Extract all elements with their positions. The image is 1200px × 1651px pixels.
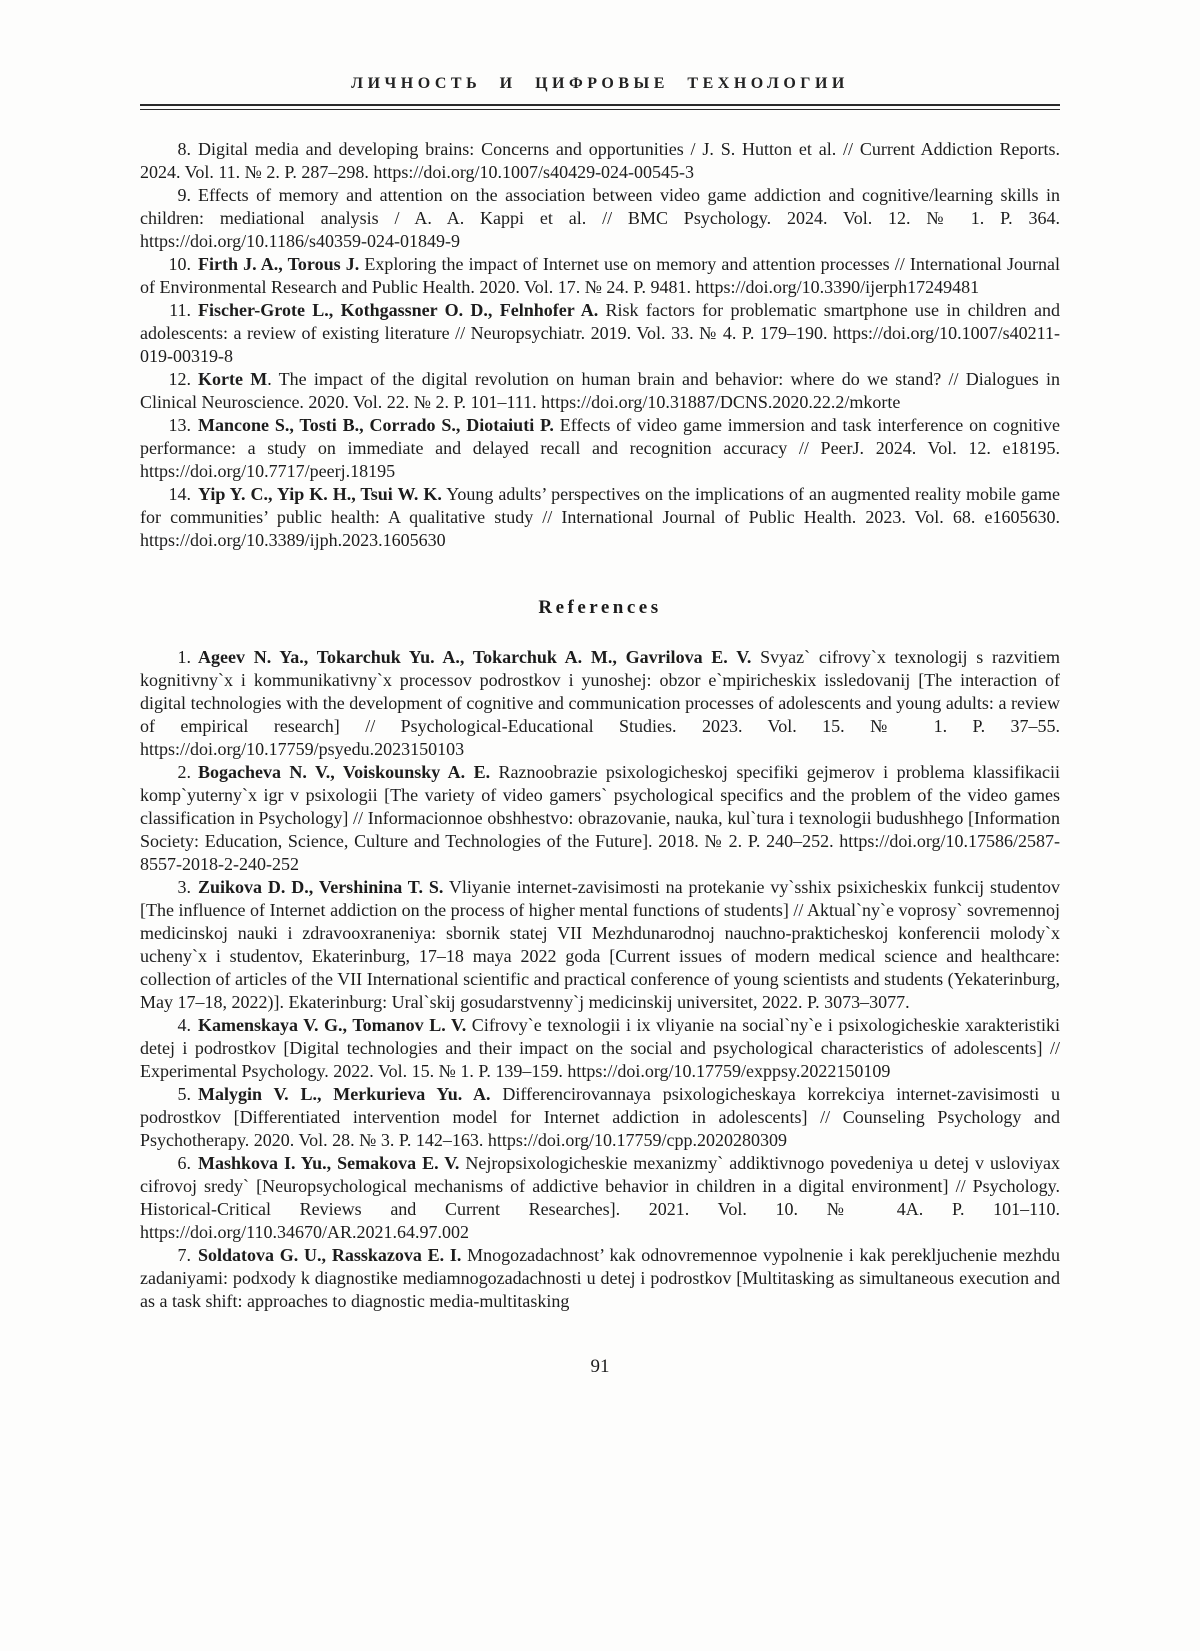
reference-text: Young adults’ perspectives on the implications of an augmented reality mobile game for communities’ public health: A qualitative study // International Journal of Public Health. 2023. Vol. 68. e1605630. https://doi.org/10.3389/ijph.2023.1605630 (140, 484, 1061, 550)
reference-text: Cifrovy`e texnologii i ix vliyanie na social`ny`e i psixologicheskie xarakteristiki detej i podrostkov [Digital technologies and their impact on the social and psychological characteristics of adolescents] // Experimental Psychology. 2022. Vol. 15. № 1. P. 139–159. https://doi.org/10.17759/exppsy.2022150109 (140, 1015, 1060, 1081)
reference-text: Effects of memory and attention on the association between video game addiction and cognitive/learning skills in children: mediational analysis / A. A. Kappi et al. // BMC Psychology. 2024. Vol. 12. № 1. P. 364. https://doi.org/10.1186/s40359-024-01849-9 (140, 185, 1060, 251)
reference-item (140, 646, 1060, 761)
reference-text: Effects of video game immersion and task interference on cognitive performance: a study on immediate and delayed recall and recognition accuracy // PeerJ. 2024. Vol. 12. e18195. https://doi.org/10.7717/peerj.18195 (140, 415, 1060, 481)
reference-item (140, 1152, 1060, 1244)
reference-number: 12. (168, 369, 191, 389)
reference-authors: Korte M (198, 369, 268, 389)
reference-number: 7. (177, 1245, 191, 1265)
references-section-heading: References (538, 597, 662, 618)
reference-item (140, 299, 1060, 368)
reference-number: 6. (177, 1153, 191, 1173)
references-section (140, 646, 1060, 1313)
reference-text: Mnogozadachnost’ kak odnovremennoe vypolnenie i kak perekljuchenie mezhdu zadaniyami: podxody k diagnostike mediamnogozadachnosti u detej i podrostkov [Multitasking as simultaneous execution and as a task shift: approaches to diagnostic media-multitasking (140, 1245, 1060, 1311)
reference-item (140, 1083, 1060, 1152)
reference-text: Raznoobrazie psixologicheskoj specifiki gejmerov i problema klassifikacii komp`yuterny`x igr v psixologii [The variety of video gamers` psychological specifics and the problem of the video games classification in Psychology] // Informacionnoe obshhestvo: obrazovanie, nauka, kul`tura i texnologii budushhego [Information Society: Education, Science, Culture and Technologies of the Future]. 2018. № 2. P. 240–252. https://doi.org/10.17586/2587-8557-2018-2-240-252 (140, 762, 1060, 874)
page-number: 91 (590, 1356, 610, 1377)
reference-number: 8. (177, 139, 191, 159)
reference-authors: Soldatova G. U., Rasskazova E. I. (198, 1245, 462, 1265)
reference-text: . The impact of the digital revolution on human brain and behavior: where do we stand? // Dialogues in Clinical Neuroscience. 2020. Vol. 22. № 2. P. 101–111. https://doi.org/10.31887/DCNS.2020.22.2/mkorte (140, 369, 1060, 412)
reference-number: 1. (177, 647, 191, 667)
header-double-rule (140, 104, 1060, 110)
reference-text: Svyaz` cifrovy`x texnologij s razvitiem kognitivny`x i kommunikativny`x processov podrostkov i yunoshej: obzor e`mpiricheskix issledovanij [The interaction of digital technologies with the development of cognitive and communication processes of adolescents and young adults: a review of empirical research] // Psychological-Educational Studies. 2023. Vol. 15. № 1. P. 37–55. https://doi.org/10.17759/psyedu.2023150103 (140, 647, 1061, 759)
reference-item (140, 876, 1060, 1014)
reference-text: Nejropsixologicheskie mexanizmy` addiktivnogo povedeniya u detej v usloviyax cifrovoj sredy` [Neuropsychological mechanisms of addictive behavior in children in a digital environment] // Psychology. Historical-Critical Reviews and Current Researches]. 2021. Vol. 10. № 4A. P. 101–110. https://doi.org/110.34670/AR.2021.64.97.002 (140, 1153, 1060, 1242)
reference-authors: Zuikova D. D., Vershinina T. S. (198, 877, 444, 897)
reference-number: 4. (177, 1015, 191, 1035)
reference-authors: Fischer-Grote L., Kothgassner O. D., Felnhofer A. (198, 300, 599, 320)
reference-item (140, 483, 1060, 552)
reference-text: Exploring the impact of Internet use on memory and attention processes // International Journal of Environmental Research and Public Health. 2020. Vol. 17. № 24. P. 9481. https://doi.org/10.3390/ijerph17249481 (140, 254, 1060, 297)
reference-authors: Kamenskaya V. G., Tomanov L. V. (198, 1015, 467, 1035)
reference-item (140, 253, 1060, 299)
reference-number: 3. (177, 877, 191, 897)
reference-number: 10. (168, 254, 191, 274)
reference-number: 5. (177, 1084, 191, 1104)
reference-item (140, 1014, 1060, 1083)
reference-item (140, 184, 1060, 253)
reference-authors: Malygin V. L., Merkurieva Yu. A. (198, 1084, 491, 1104)
reference-authors: Mashkova I. Yu., Semakova E. V. (198, 1153, 460, 1173)
reference-item (140, 368, 1060, 414)
reference-text: Differencirovannaya psixologicheskaya korrekciya internet-zavisimosti u podrostkov [Differentiated intervention model for Internet addiction in adolescents] // Counseling Psychology and Psychotherapy. 2020. Vol. 28. № 3. P. 142–163. https://doi.org/10.17759/cpp.2020280309 (140, 1084, 1061, 1150)
reference-text: Digital media and developing brains: Concerns and opportunities / J. S. Hutton et al. // Current Addiction Reports. 2024. Vol. 11. № 2. P. 287–298. https://doi.org/10.1007/s40429-024-00545-3 (140, 139, 1060, 182)
reference-text: Risk factors for problematic smartphone use in children and adolescents: a review of existing literature // Neuropsychiatr. 2019. Vol. 33. № 4. P. 179–190. https://doi.org/10.1007/s40211-019-00319-8 (140, 300, 1060, 366)
reference-authors: Firth J. A., Torous J. (198, 254, 360, 274)
reference-number: 13. (168, 415, 191, 435)
reference-item (140, 1244, 1060, 1313)
reference-authors: Yip Y. C., Yip K. H., Tsui W. K. (198, 484, 442, 504)
references-continued-section (140, 138, 1060, 552)
reference-number: 11. (169, 300, 191, 320)
reference-number: 9. (177, 185, 191, 205)
reference-item (140, 761, 1060, 876)
reference-number: 2. (177, 762, 191, 782)
reference-text: Vliyanie internet-zavisimosti na protekanie vy`sshix psixicheskix funkcij studentov [The influence of Internet addiction on the process of higher mental functions of students] // Aktual`ny`e voprosy` sovremennoj medicinskoj nauki i zdravooxraneniya: sbornik statej VII Mezhdunarodnoj nauchno-prakticheskoj konferencii molody`x ucheny`x i studentov, Ekaterinburg, 17–18 maya 2022 goda [Current issues of modern medical science and healthcare: collection of articles of the VII International scientific and practical conference of young scientists and students (Yekaterinburg, May 17–18, 2022)]. Ekaterinburg: Ural`skij gosudarstvenny`j medicinskij universitet, 2022. P. 3073–3077. (140, 877, 1060, 1012)
reference-item (140, 414, 1060, 483)
reference-authors: Bogacheva N. V., Voiskounsky A. E. (198, 762, 491, 782)
reference-number: 14. (168, 484, 191, 504)
reference-authors: Mancone S., Tosti B., Corrado S., Diotaiuti P. (198, 415, 554, 435)
journal-running-head: ЛИЧНОСТЬ И ЦИФРОВЫЕ ТЕХНОЛОГИИ (351, 75, 849, 92)
reference-authors: Ageev N. Ya., Tokarchuk Yu. A., Tokarchuk A. M., Gavrilova E. V. (198, 647, 752, 667)
reference-item (140, 138, 1060, 184)
